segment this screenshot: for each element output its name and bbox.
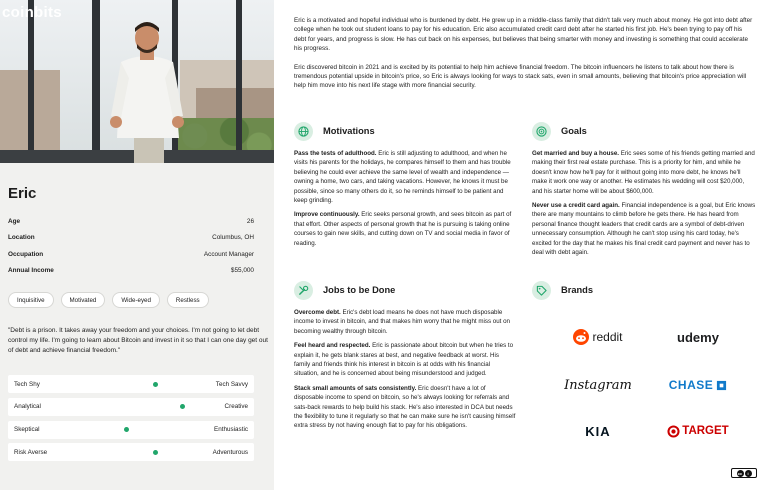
fact-location: Location Columbus, OH: [8, 234, 254, 242]
trait-tags: [8, 292, 209, 308]
slider-tech: Tech Shy Tech Savvy: [8, 375, 254, 393]
goal-item: Never use a credit card again. Financial independence is a goal, but Eric knows there are many mountains to climb before he gets there. He has heard from personal finance thought leaders that credit cards are a symbol of debt-driven unnecessary consumption. Although he can't stop using his card today, he's excited for the day that he makes his final credit card payment and never has to deal with debt again.: [532, 202, 756, 257]
instagram-logo: Instagram: [564, 377, 632, 393]
chase-octagon-icon: [716, 380, 727, 391]
slider-marker: [180, 404, 185, 409]
slider-risk: Risk Averse Adventurous: [8, 443, 254, 461]
target-logo: TARGET: [658, 420, 738, 442]
cc-icon: cc: [737, 470, 743, 476]
section-title: Brands: [561, 285, 594, 295]
tools-icon: [294, 281, 313, 300]
bio-paragraph: Eric is a motivated and hopeful individual who is burdened by debt. He grew up in a middle-class family that didn't talk very much about money. He got into debt after college when he took out student loans to pay for his education. Eric also accumulated credit card debt after he started his first job. He's been trying to pay off his debt for years, and progress is slow. He has cut back on his expenses, but believes that being smarter with money and investing is something that could accelerate his progress.: [294, 17, 753, 53]
chase-logo: CHASE: [658, 374, 738, 396]
trait-tag: Inquisitive: [8, 292, 54, 308]
brand-logos: [548, 320, 758, 445]
brand-logo: coinbits: [2, 4, 62, 21]
persona-quote: "Debt is a prison. It takes away your freedom and your choices. I'm not going to let debt control my life. I'm going to learn about Bitcoin and invest in it so that I can one day get out of debt and achieve financial freedom.": [8, 327, 268, 354]
slider-skeptical-enthusiastic: Skeptical Enthusiastic: [8, 421, 254, 439]
creative-commons-badge: [731, 468, 757, 478]
trait-tag: Wide-eyed: [112, 292, 160, 308]
jobs-section: [294, 280, 516, 436]
motivations-section: [294, 121, 516, 253]
trait-tag: Restless: [167, 292, 209, 308]
persona-photo: [0, 0, 274, 163]
target-bullseye-icon: [667, 425, 680, 438]
fact-occupation: Occupation Account Manager: [8, 250, 254, 258]
persona-figure: [107, 18, 187, 163]
reddit-icon: [573, 329, 589, 345]
job-item: Stack small amounts of sats consistently. Eric doesn't have a lot of disposable income to spend on bitcoin, so he's always looking for referrals and sats-back rewards to help build his stack. He's also interested in DCA but needs the flexibility to tune it regularly so that he can make sure he isn't causing himself extra stress by not having enough fiat to pay for his obligations.: [294, 384, 516, 430]
goals-section: [532, 121, 756, 262]
motivation-item: Pass the tests of adulthood. Eric is still adjusting to adulthood, and when he visits his parents for the holidays, he compares himself to them and has trouble believing he could ever achieve the same level of wealth and independence — owning a home, two cars, and taking vacations. However, he knows it must be possible, since so many others do it, so he reminds himself to be patient and keep grinding.: [294, 150, 511, 205]
reddit-logo: reddit: [568, 326, 628, 348]
persona-bio: [294, 16, 756, 100]
personality-sliders: [8, 375, 254, 466]
tag-icon: [532, 281, 551, 300]
section-title: Goals: [561, 126, 587, 136]
slider-marker: [124, 427, 129, 432]
bio-paragraph: Eric discovered bitcoin in 2021 and is excited by its potential to help him achieve financial freedom. The bitcoin influencers he listens to talk about how there is tremendous potential upside in bitcoin's price, so Eric is always looking for ways to stack sats, even in small amounts, believing that bitcoin's price appreciation will help him move into his next life stage with more financial security.: [294, 63, 747, 90]
goal-item: Get married and buy a house. Eric sees some of his friends getting married and making their first real estate purchase. This is a priority for him, and while he doesn't know how he'll pay for it without going into more debt, he knows he'll make it work one way or another. He estimates his wedding will cost $20,000, and his starter home will be about $600,000.: [532, 150, 755, 195]
trait-tag: Motivated: [61, 292, 106, 308]
motivation-item: Improve continuously. Eric seeks personal growth, and sees bitcoin as part of that effort. Other aspects of personal growth that he is pursuing is taking online courses to gain new skills, and cutting down on TV and social media in favor of reading.: [294, 211, 512, 247]
brands-section: [532, 280, 756, 308]
kia-logo: KIA: [585, 423, 611, 439]
by-icon: i: [745, 470, 752, 477]
persona-sidebar: [0, 0, 274, 490]
job-item: Overcome debt. Eric's debt load means he does not have much disposable income to invest in bitcoin, and that makes him worry that he might miss out on becoming wealthy through bitcoin.: [294, 309, 510, 335]
persona-facts: [8, 213, 254, 279]
fact-income: Annual Income $55,000: [8, 267, 254, 275]
globe-icon: [294, 122, 313, 141]
slider-marker: [153, 450, 158, 455]
job-item: Feel heard and respected. Eric is passionate about bitcoin but when he tries to explain it, he gets blank stares at best, and negative feedback at worst. His family and friends think his interest in bitcoin is at odds with his financial situation, and he is concerned about being misunderstood and judged.: [294, 342, 514, 378]
fact-age: Age 26: [8, 217, 254, 225]
slider-marker: [153, 382, 158, 387]
persona-name: Eric: [8, 185, 37, 202]
target-icon: [532, 122, 551, 141]
section-title: Motivations: [323, 126, 375, 136]
slider-analytical-creative: Analytical Creative: [8, 398, 254, 416]
udemy-logo: udemy: [677, 329, 719, 345]
section-title: Jobs to be Done: [323, 285, 396, 295]
